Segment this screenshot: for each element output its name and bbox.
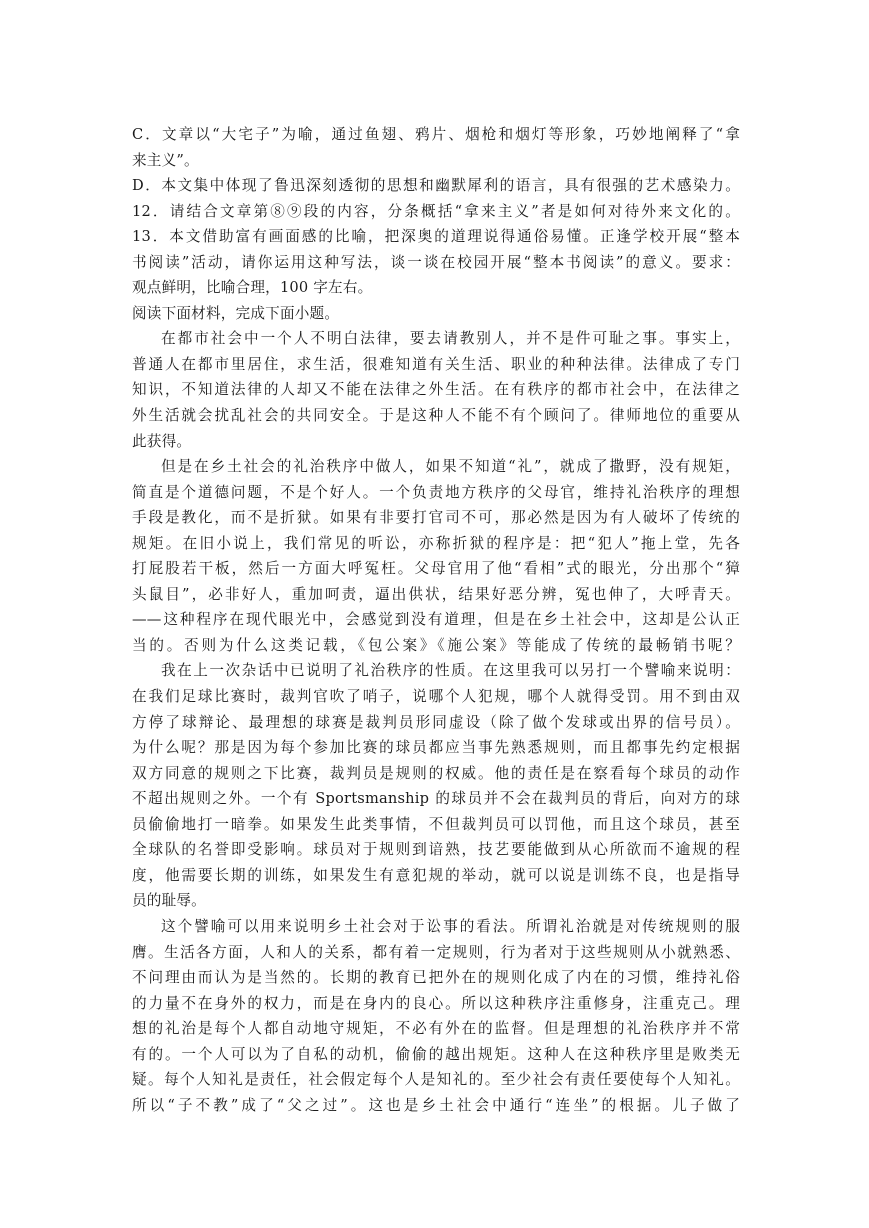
paragraph-2-line-5: 打屁股若干板，然后一方面大呼冤枉。父母官用了他“看相”式的眼光，分出那个“獐 [132, 560, 740, 578]
reading-instruction: 阅读下面材料，完成下面小题。 [132, 304, 340, 322]
paragraph-3-line-5: 双方同意的规则之下比赛，裁判员是规则的权威。他的责任是在察看每个球员的动作 [132, 764, 740, 782]
paragraph-2-line-1: 但是在乡土社会的礼治秩序中做人，如果不知道“礼”，就成了撒野，没有规矩， [161, 458, 740, 476]
paragraph-1-line-4: 外生活就会扰乱社会的共同安全。于是这种人不能不有个顾问了。律师地位的重要从 [132, 407, 740, 425]
paragraph-2-line-2: 简直是个道德问题，不是个好人。一个负责地方秩序的父母官，维持礼治秩序的理想 [132, 483, 740, 501]
paragraph-4-line-1: 这个譬喻可以用来说明乡土社会对于讼事的看法。所谓礼治就是对传统规则的服 [161, 917, 740, 935]
paragraph-3-line-3: 方停了球辩论、最理想的球赛是裁判员形同虚设（除了做个发球或出界的信号员）。 [132, 713, 740, 731]
paragraph-1-line-2: 普通人在都市里居住，求生活，很难知道有关生活、职业的种种法律。法律成了专门 [132, 355, 740, 373]
option-c-line-2: 来主义”。 [132, 151, 199, 169]
paragraph-3-line-10: 员的耻辱。 [132, 892, 206, 910]
paragraph-2-line-6: 头鼠目”，必非好人，重加呵责，逼出供状，结果好恶分辨，冤也伸了，大呼青天。 [132, 585, 740, 603]
option-c-line-1: C．文章以“大宅子”为喻，通过鱼翅、鸦片、烟枪和烟灯等形象，巧妙地阐释了“拿 [132, 126, 740, 143]
option-d-line: D．本文集中体现了鲁迅深刻透彻的思想和幽默犀利的语言，具有很强的艺术感染力。 [132, 177, 740, 195]
document-page [132, 122, 740, 1118]
paragraph-4-line-8: 所以“子不教”成了“父之过”。这也是乡土社会中通行“连坐”的根据。儿子做了 [132, 1096, 740, 1114]
paragraph-1-line-5: 此获得。 [132, 432, 192, 450]
paragraph-2-line-4: 规矩。在旧小说上，我们常见的听讼，亦称折狱的程序是：把“犯人”拖上堂，先各 [132, 534, 740, 552]
paragraph-4-line-3: 不问理由而认为是当然的。长期的教育已把外在的规则化成了内在的习惯，维持礼俗 [132, 969, 740, 987]
paragraph-3-line-8: 全球队的名誉即受影响。球员对于规则到谙熟，技艺要能做到从心所欲而不逾规的程 [132, 841, 740, 859]
paragraph-1-line-1: 在都市社会中一个人不明白法律，要去请教别人，并不是件可耻之事。事实上， [161, 330, 740, 348]
paragraph-2-line-3: 手段是教化，而不是折狱。如果有非要打官司不可，那必然是因为有人破坏了传统的 [132, 509, 740, 527]
paragraph-1-line-3: 知识，不知道法律的人却又不能在法律之外生活。在有秩序的都市社会中，在法律之 [132, 381, 740, 399]
paragraph-2-line-8: 当的。否则为什么这类记载，《包公案》《施公案》等能成了传统的最畅销书呢？ [132, 636, 740, 654]
paragraph-3-line-7: 员偷偷地打一暗拳。如果发生此类事情，不但裁判员可以罚他，而且这个球员，甚至 [132, 815, 740, 833]
paragraph-3-line-4: 为什么呢？那是因为每个参加比赛的球员都应当事先熟悉规则，而且都事先约定根据 [132, 739, 740, 757]
paragraph-3-line-2: 在我们足球比赛时，裁判官吹了哨子，说哪个人犯规，哪个人就得受罚。用不到由双 [132, 688, 740, 706]
paragraph-2-line-7: ——这种程序在现代眼光中，会感觉到没有道理，但是在乡土社会中，这却是公认正 [132, 611, 740, 629]
question-13-line-2: 书阅读”活动，请你运用这种写法，谈一谈在校园开展“整本书阅读”的意义。要求： [132, 253, 740, 271]
paragraph-3-line-9: 度，他需要长期的训练，如果发生有意犯规的举动，就可以说是训练不良，也是指导 [132, 866, 740, 884]
paragraph-3-line-1: 我在上一次杂话中已说明了礼治秩序的性质。在这里我可以另打一个譬喻来说明： [161, 662, 740, 680]
paragraph-4-line-2: 膺。生活各方面，人和人的关系，都有着一定规则，行为者对于这些规则从小就熟悉、 [132, 943, 740, 961]
paragraph-4-line-7: 疑。每个人知礼是责任，社会假定每个人是知礼的。至少社会有责任要使每个人知礼。 [132, 1071, 740, 1089]
paragraph-4-line-4: 的力量不在身外的权力，而是在身内的良心。所以这种秩序注重修身，注重克己。理 [132, 994, 740, 1012]
paragraph-4-line-5: 想的礼治是每个人都自动地守规矩，不必有外在的监督。但是理想的礼治秩序并不常 [132, 1020, 740, 1038]
question-13-line-3: 观点鲜明，比喻合理，100 字左右。 [132, 279, 373, 297]
question-13-line-1: 13．本文借助富有画面感的比喻，把深奥的道理说得通俗易懂。正逢学校开展“整本 [132, 228, 740, 246]
paragraph-3-line-6: 不超出规则之外。一个有 Sportsmanship 的球员并不会在裁判员的背后，向对方的球 [132, 790, 740, 808]
question-12: 12．请结合文章第⑧⑨段的内容，分条概括“拿来主义”者是如何对待外来文化的。 [132, 202, 740, 220]
paragraph-4-line-6: 有的。一个人可以为了自私的动机，偷偷的越出规矩。这种人在这种秩序里是败类无 [132, 1045, 740, 1063]
